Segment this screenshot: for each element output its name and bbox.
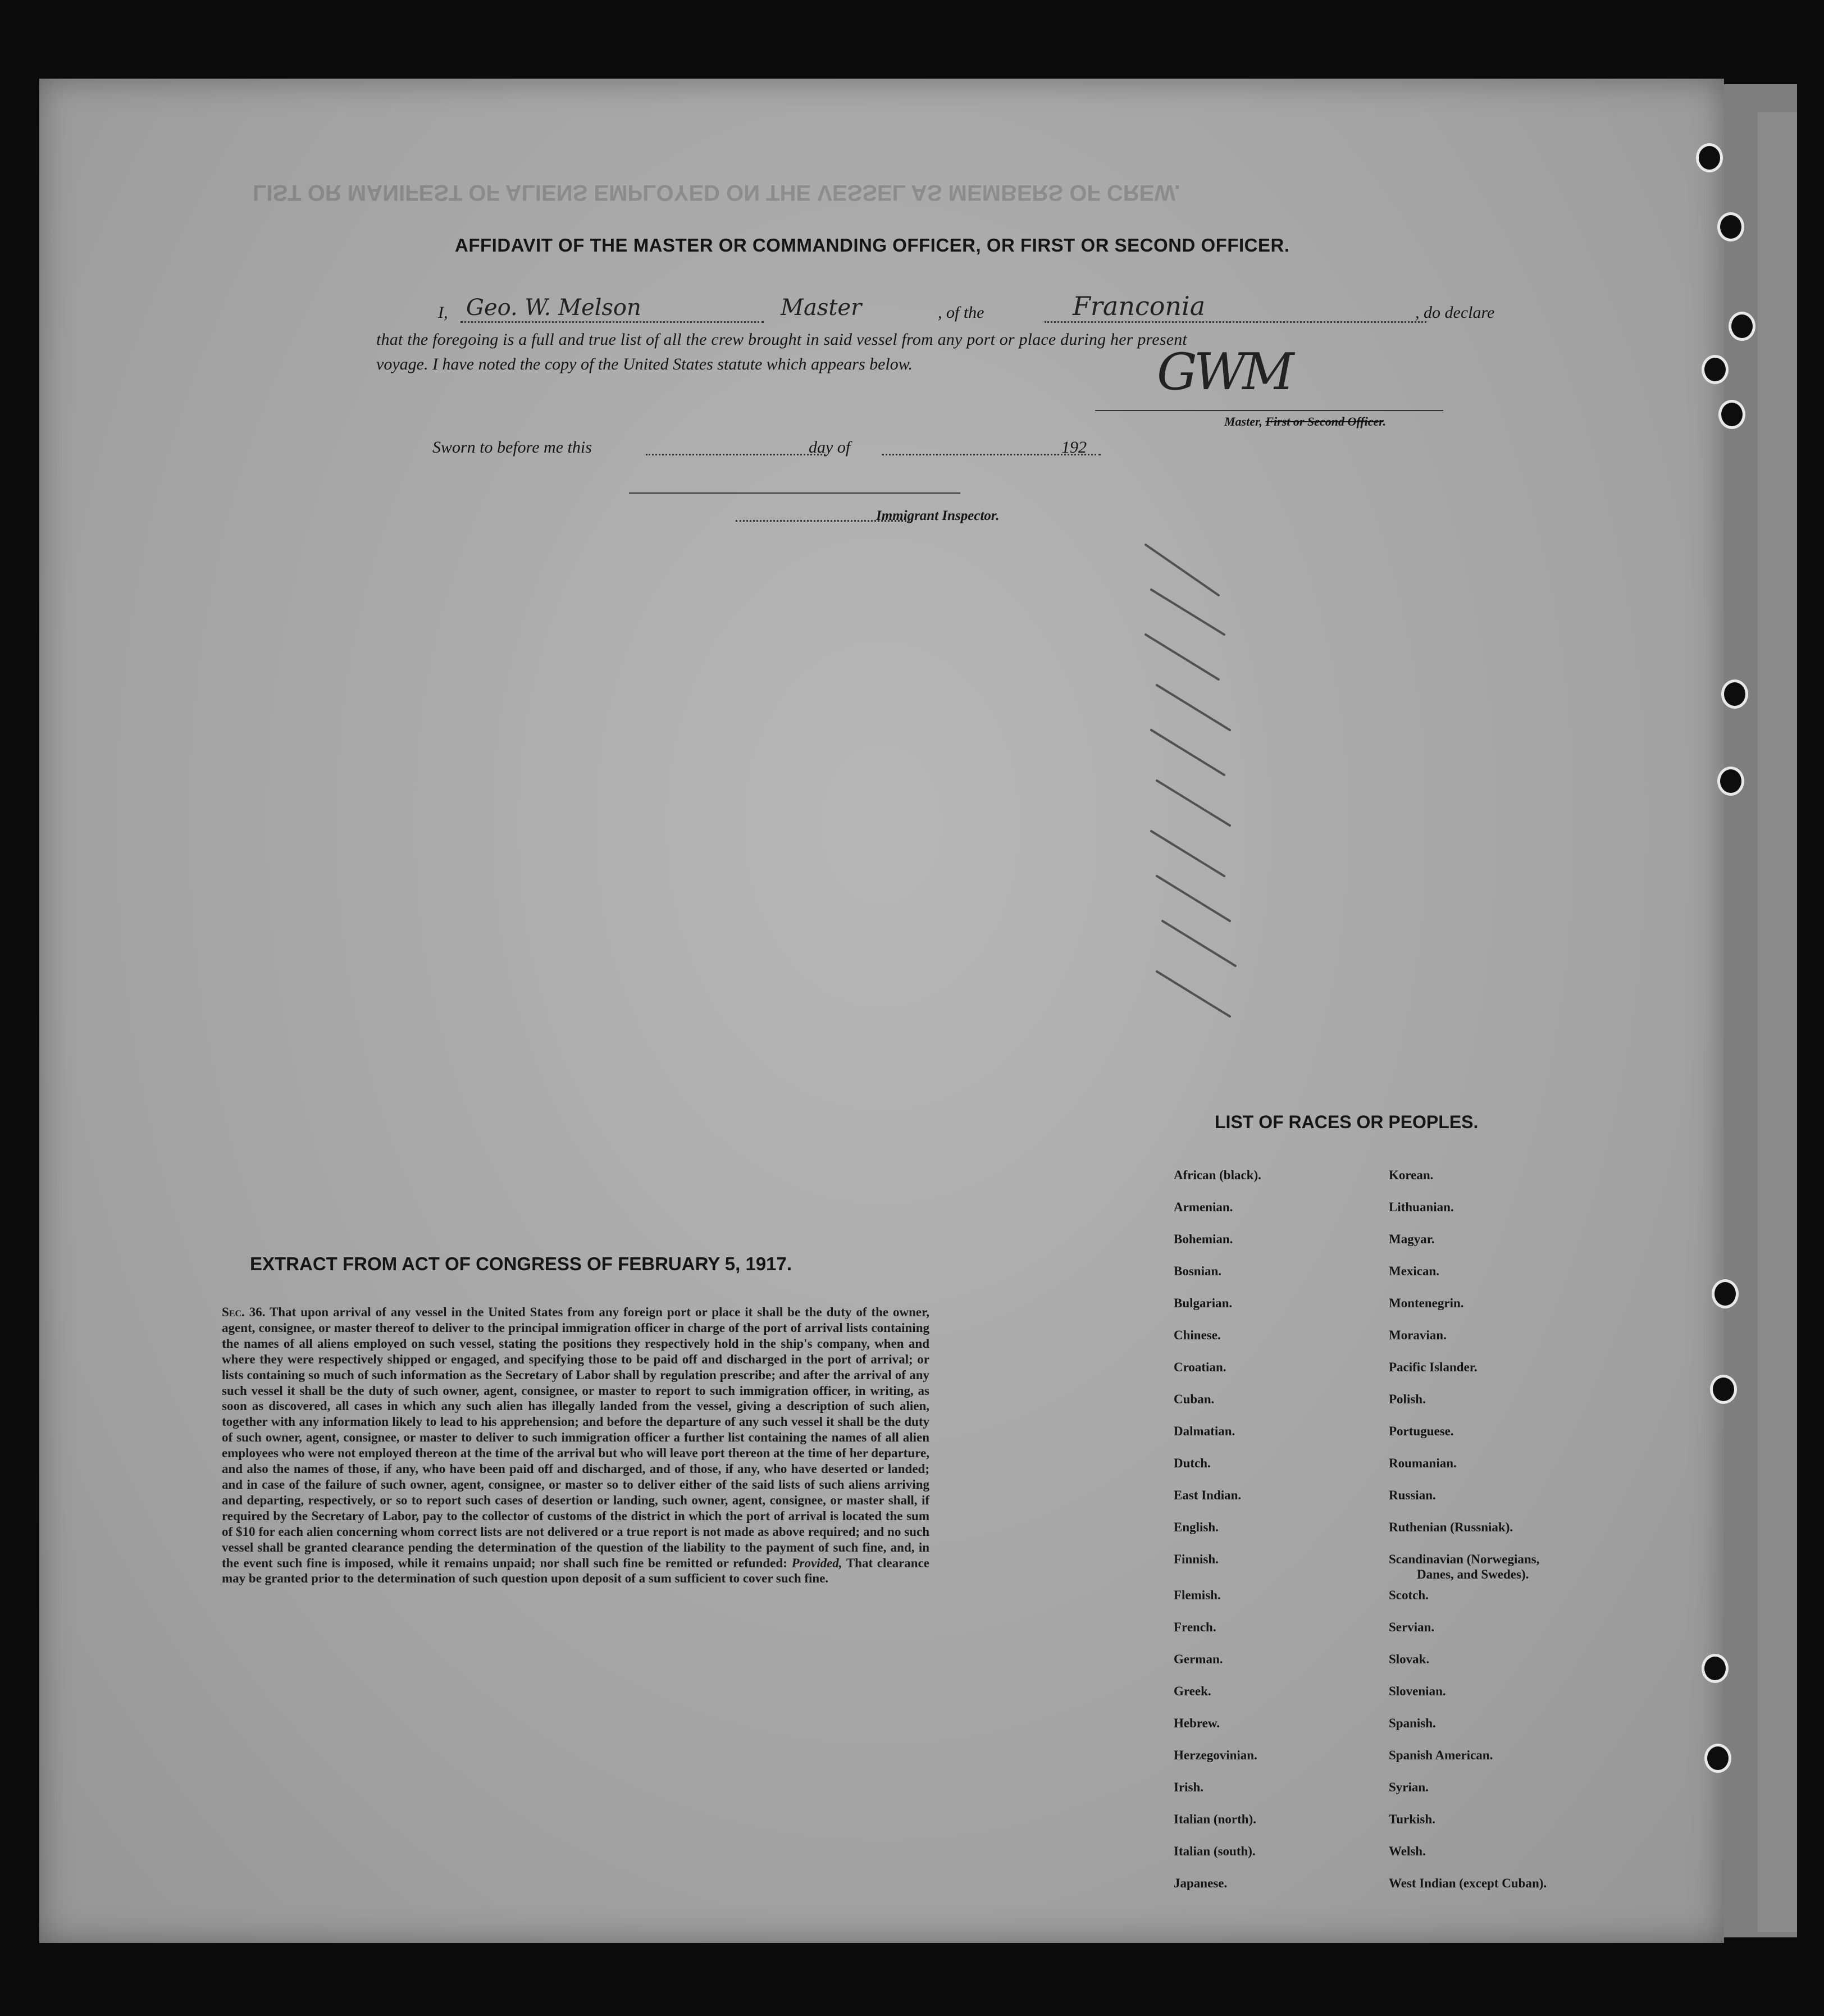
sworn-date-line bbox=[646, 454, 826, 455]
master-signature: GWM bbox=[1157, 343, 1291, 402]
race-left-item: African (black). bbox=[1174, 1168, 1261, 1182]
affidavit-line-3: voyage. I have noted the copy of the United States statute which appears below. bbox=[376, 355, 913, 373]
document-sheet bbox=[39, 79, 1724, 1943]
race-right-item: Lithuanian. bbox=[1389, 1200, 1454, 1214]
race-left-item: English. bbox=[1174, 1520, 1219, 1534]
race-left-item: Finnish. bbox=[1174, 1552, 1219, 1566]
race-left-item: Greek. bbox=[1174, 1684, 1211, 1698]
race-left-item: Hebrew. bbox=[1174, 1716, 1220, 1730]
extract-body bbox=[222, 1305, 929, 1586]
race-left-item: Bosnian. bbox=[1174, 1264, 1222, 1278]
binder-hole bbox=[1729, 312, 1755, 341]
race-left-item: Flemish. bbox=[1174, 1588, 1221, 1602]
master-label-prefix: Master, bbox=[1224, 414, 1262, 428]
binder-hole bbox=[1717, 212, 1744, 241]
pencil-tick-marks bbox=[1134, 528, 1303, 1146]
binder-hole bbox=[1717, 767, 1744, 796]
race-left-item: Dutch. bbox=[1174, 1456, 1211, 1470]
sworn-day-label: day of bbox=[809, 438, 851, 457]
extract-title: EXTRACT FROM ACT OF CONGRESS OF FEBRUARY 5, 1917. bbox=[250, 1253, 792, 1274]
inspector-line-top bbox=[629, 492, 960, 494]
race-right-item: Russian. bbox=[1389, 1488, 1436, 1502]
extract-provided: Provided, bbox=[791, 1556, 842, 1570]
race-right-item: Welsh. bbox=[1389, 1844, 1426, 1858]
signer-name-line bbox=[460, 321, 764, 323]
race-left-item: Bohemian. bbox=[1174, 1232, 1233, 1246]
races-title: LIST OF RACES OR PEOPLES. bbox=[1215, 1112, 1479, 1132]
race-left-item: Italian (south). bbox=[1174, 1844, 1256, 1858]
binder-hole bbox=[1718, 400, 1745, 429]
race-left-item: East Indian. bbox=[1174, 1488, 1242, 1502]
race-right-item: Spanish American. bbox=[1389, 1748, 1493, 1762]
binder-hole bbox=[1712, 1279, 1739, 1308]
affidavit-title: AFFIDAVIT OF THE MASTER OR COMMANDING OFFICER, OR FIRST OR SECOND OFFICER. bbox=[455, 235, 1290, 256]
race-right-item: Roumanian. bbox=[1389, 1456, 1457, 1470]
vessel-name: Franconia bbox=[1073, 291, 1206, 321]
race-right-item: Scotch. bbox=[1389, 1588, 1429, 1602]
master-label-struck: First or Second Officer bbox=[1265, 414, 1383, 428]
affidavit-prefix: I, bbox=[438, 303, 448, 322]
race-left-item: French. bbox=[1174, 1620, 1216, 1634]
vessel-name-line bbox=[1045, 321, 1426, 323]
signer-title: Master bbox=[781, 295, 862, 321]
binder-hole bbox=[1702, 1654, 1729, 1683]
signer-name: Geo. W. Melson bbox=[466, 295, 641, 321]
race-right-item-cont: Danes, and Swedes). bbox=[1417, 1567, 1529, 1581]
sworn-prefix: Sworn to before me this bbox=[432, 438, 592, 457]
binder-hole bbox=[1696, 143, 1723, 172]
race-right-item: West Indian (except Cuban). bbox=[1389, 1876, 1547, 1890]
binder-hole bbox=[1710, 1375, 1737, 1404]
binder-hole bbox=[1704, 1744, 1731, 1773]
race-left-item: German. bbox=[1174, 1652, 1223, 1666]
binder-hole bbox=[1702, 355, 1729, 384]
race-right-item: Syrian. bbox=[1389, 1780, 1429, 1794]
race-right-item: Polish. bbox=[1389, 1392, 1426, 1406]
master-label-suffix: . bbox=[1383, 414, 1387, 428]
race-right-item: Servian. bbox=[1389, 1620, 1435, 1634]
bleed-through-heading: LIST OR MANIFEST OF ALIENS EMPLOYED ON THE VESSEL AS MEMBERS OF CREW. bbox=[253, 180, 1180, 205]
affidavit-line-2: that the foregoing is a full and true list of all the crew brought in said vessel from any port or place during her present bbox=[376, 330, 1187, 349]
sworn-year: 192 bbox=[1061, 438, 1087, 457]
race-left-item: Italian (north). bbox=[1174, 1812, 1256, 1826]
race-left-item: Cuban. bbox=[1174, 1392, 1215, 1406]
race-right-item: Ruthenian (Russniak). bbox=[1389, 1520, 1513, 1534]
binder-hole bbox=[1721, 679, 1748, 709]
race-right-item: Slovak. bbox=[1389, 1652, 1430, 1666]
extract-body-part-2: That clearance may be granted prior to the determination of such question upon deposit of a sum sufficient to cover such fine. bbox=[222, 1556, 929, 1586]
race-left-item: Japanese. bbox=[1174, 1876, 1228, 1890]
race-right-item: Magyar. bbox=[1389, 1232, 1435, 1246]
inspector-label: Immigrant Inspector. bbox=[876, 508, 1000, 523]
signature-line bbox=[1095, 410, 1443, 411]
extract-sec-label: Sec. 36. bbox=[222, 1305, 266, 1319]
do-declare-label: , do declare bbox=[1415, 303, 1495, 322]
race-right-item: Pacific Islander. bbox=[1389, 1360, 1478, 1374]
races-right-column bbox=[1389, 1168, 1625, 1982]
race-right-item: Spanish. bbox=[1389, 1716, 1436, 1730]
of-the-label: , of the bbox=[938, 303, 984, 322]
races-left-column bbox=[1174, 1168, 1387, 1982]
race-left-item: Croatian. bbox=[1174, 1360, 1226, 1374]
race-right-item: Korean. bbox=[1389, 1168, 1434, 1182]
race-left-item: Bulgarian. bbox=[1174, 1296, 1233, 1310]
race-right-item: Slovenian. bbox=[1389, 1684, 1446, 1698]
race-left-item: Armenian. bbox=[1174, 1200, 1233, 1214]
race-left-item: Dalmatian. bbox=[1174, 1424, 1235, 1438]
master-label bbox=[1224, 414, 1386, 429]
race-right-item: Mexican. bbox=[1389, 1264, 1440, 1278]
race-right-item: Portuguese. bbox=[1389, 1424, 1454, 1438]
race-right-item: Montenegrin. bbox=[1389, 1296, 1464, 1310]
page-tab-edge bbox=[1758, 112, 1797, 1932]
race-left-item: Chinese. bbox=[1174, 1328, 1221, 1342]
race-left-item: Herzegovinian. bbox=[1174, 1748, 1257, 1762]
race-left-item: Irish. bbox=[1174, 1780, 1204, 1794]
race-right-item: Scandinavian (Norwegians, bbox=[1389, 1552, 1540, 1566]
race-right-item: Turkish. bbox=[1389, 1812, 1435, 1826]
extract-body-part-1: That upon arrival of any vessel in the United States from any foreign port or place it shall be the duty of the owner, agent, consignee, or master thereof to deliver to the principal immigration officer in charge of the port of arrival lists containing the names of all aliens employed on such vessel, stating the positions they respectively hold in the ship's company, when and where they were respectively shipped or engaged, and specifying those to be paid off and discharged in the port of arrival; or lists containing so much of such information as the Secretary of Labor shall by regulation prescribe; and after the arrival of any such vessel it shall be the duty of such owner, agent, consignee, or master to report to such immigration officer, in writing, as soon as discovered, all cases in which any such alien has illegally landed from the vessel, giving a description of such alien, together with any information likely to lead to his apprehension; and before the departure of any such vessel it shall be the duty of such owner, agent, consignee, or master to deliver to such immigration officer a further list containing the names of all alien employees who were not employed thereon at the time of the arrival but who will leave port thereon at the time of her departure, and also the names of those, if any, who have been paid off and discharged, and of those, if any, who have deserted or landed; and in case of the failure of such owner, agent, consignee, or master so to deliver either of the said lists of such aliens arriving and departing, respectively, or so to report such cases of desertion or landing, such owner, agent, consignee, or master shall, if required by the Secretary of Labor, pay to the collector of customs of the district in which the port of arrival is located the sum of $10 for each alien concerning whom correct lists are not delivered or a true report is not made as above required; and no such vessel shall be granted clearance pending the determination of the question of the liability to the payment of such fine, and, in the event such fine is imposed, while it remains unpaid; nor shall such fine be remitted or refunded: bbox=[222, 1305, 929, 1570]
race-right-item: Moravian. bbox=[1389, 1328, 1447, 1342]
